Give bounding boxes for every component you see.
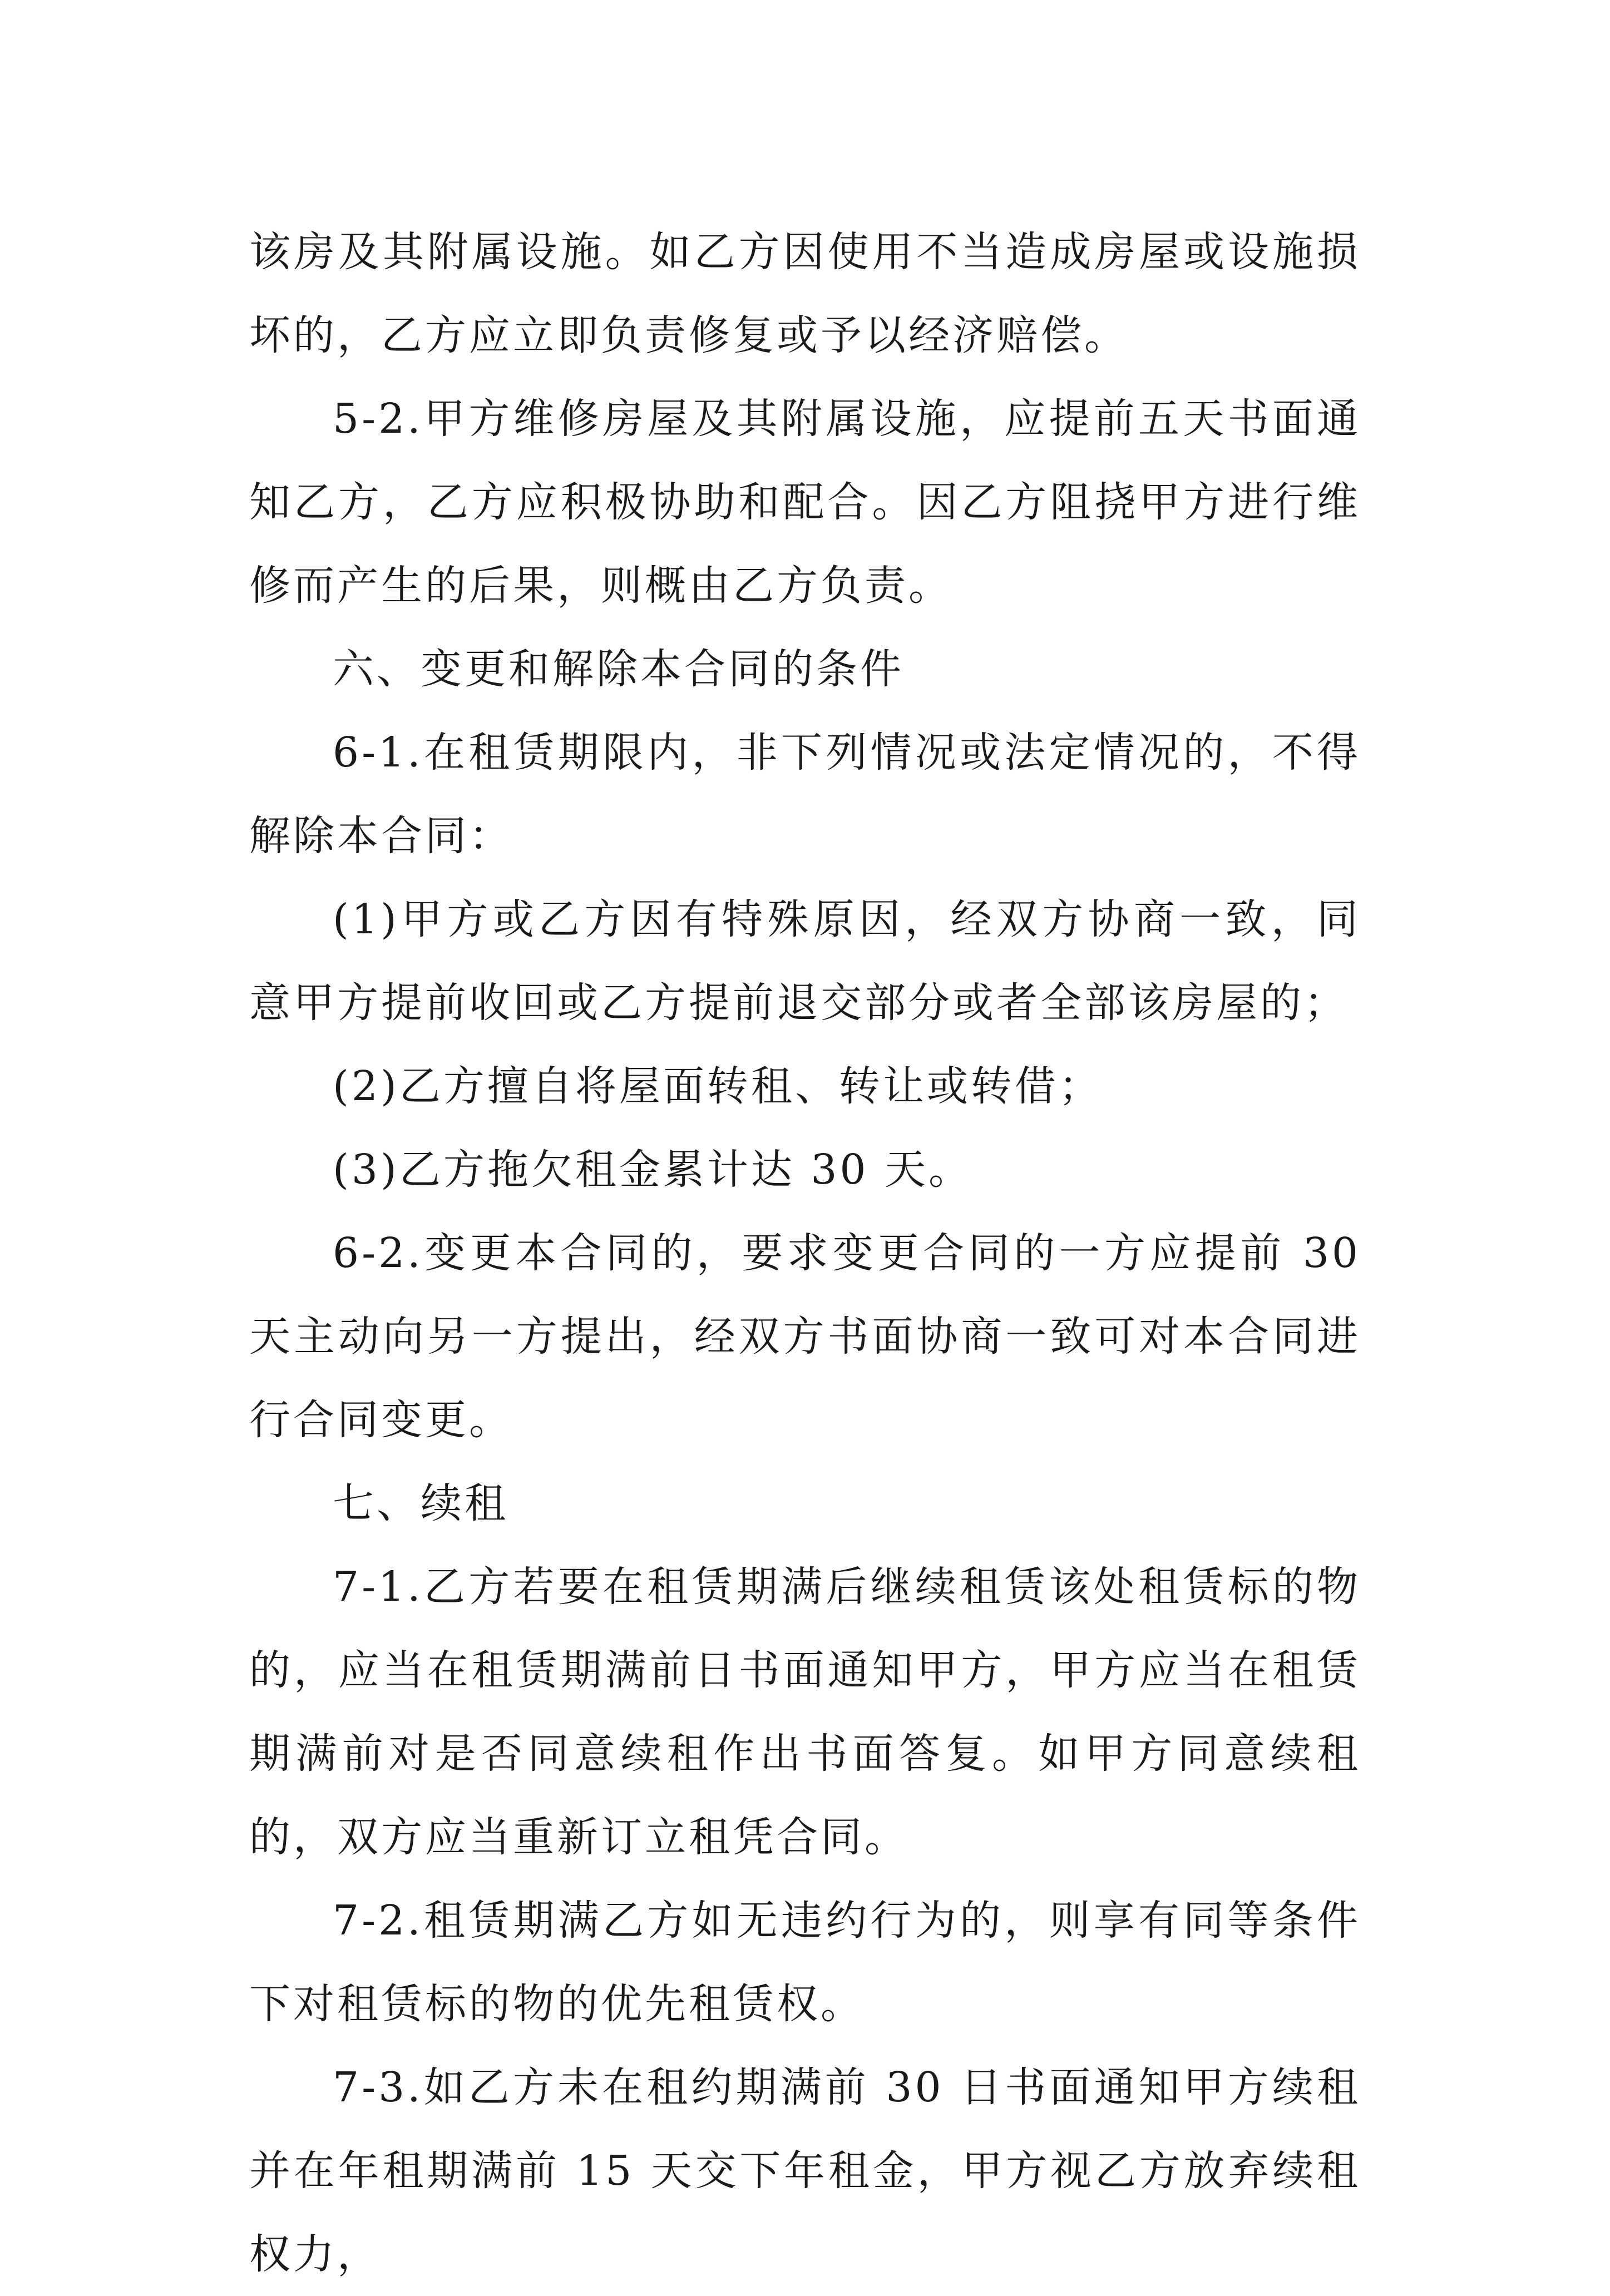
document-body [249, 210, 1361, 2296]
paragraph-clause-7-1: 7-1.乙方若要在租赁期满后继续租赁该处租赁标的物的，应当在租赁期满前日书面通知甲方，甲方应当在租赁期满前对是否同意续租作出书面答复。如甲方同意续租的，双方应当重新订立租凭合同。 [249, 1563, 1361, 1861]
list-item-6-1-3: (3)乙方拖欠租金累计达 30 天。 [333, 1146, 973, 1194]
list-item-6-1-2: (2)乙方擅自将屋面转租、转让或转借； [333, 1062, 1103, 1110]
list-item-6-1-1: (1)甲方或乙方因有特殊原因，经双方协商一致，同意甲方提前收回或乙方提前退交部分或者全部该房屋的； [249, 895, 1361, 1027]
section-heading-6: 六、变更和解除本合同的条件 [333, 645, 904, 693]
paragraph-clause-6-2: 6-2.变更本合同的，要求变更合同的一方应提前 30 天主动向另一方提出，经双方书面协商一致可对本合同进行合同变更。 [249, 1229, 1361, 1444]
paragraph-clause-5-2: 5-2.甲方维修房屋及其附属设施，应提前五天书面通知乙方，乙方应积极协助和配合。因乙方阻挠甲方进行维修而产生的后果，则概由乙方负责。 [249, 395, 1361, 610]
paragraph-clause-7-2: 7-2.租赁期满乙方如无违约行为的，则享有同等条件下对租赁标的物的优先租赁权。 [249, 1897, 1361, 2028]
paragraph-clause-6-1: 6-1.在租赁期限内，非下列情况或法定情况的，不得解除本合同： [249, 729, 1361, 860]
paragraph-intro-continuation: 该房及其附属设施。如乙方因使用不当造成房屋或设施损坏的，乙方应立即负责修复或予以经济赔偿。 [249, 228, 1361, 359]
paragraph-clause-7-3: 7-3.如乙方未在租约期满前 30 日书面通知甲方续租并在年租期满前 15 天交下年租金，甲方视乙方放弃续租权力， [249, 2064, 1361, 2278]
section-heading-7: 七、续租 [333, 1479, 508, 1527]
